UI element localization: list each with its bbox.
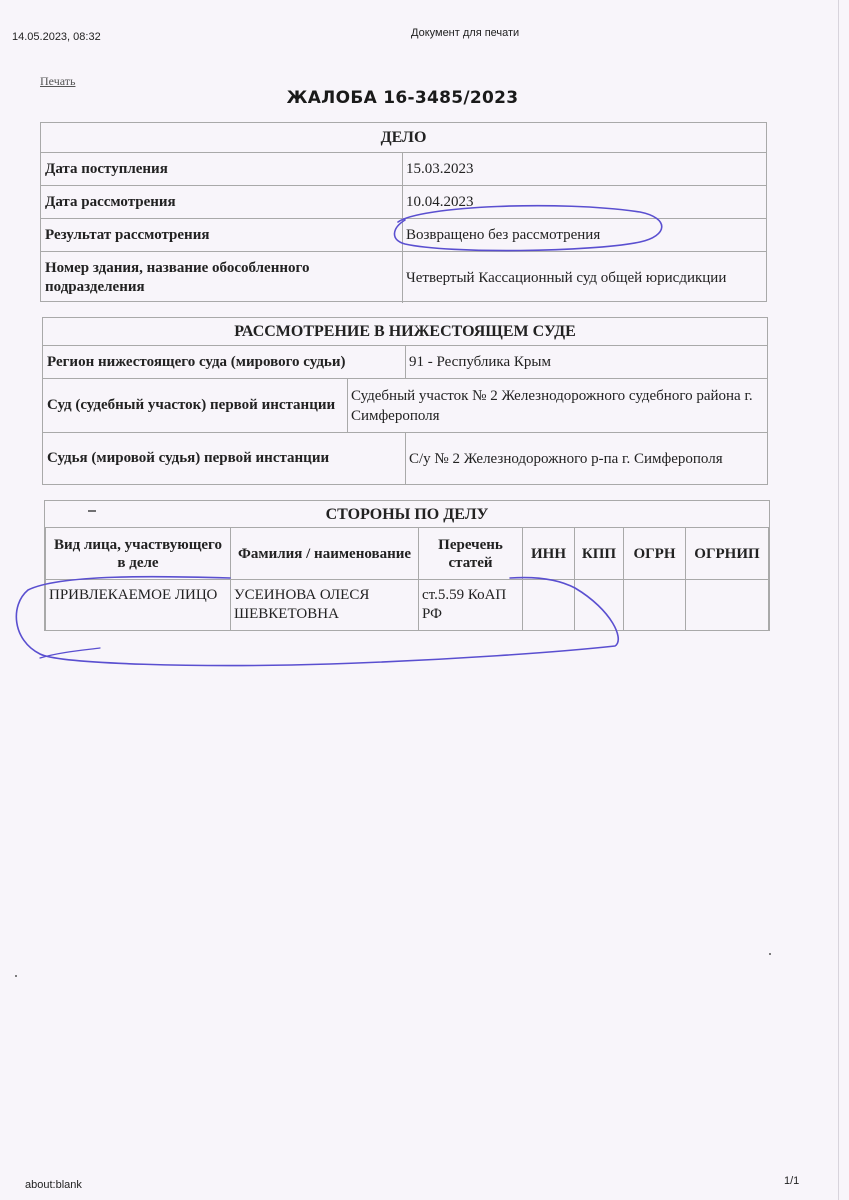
col-header-ogrnip: ОГРНИП xyxy=(686,528,769,580)
party-inn-cell xyxy=(523,580,575,631)
case-value: Четвертый Кассационный суд общей юрисдикции xyxy=(406,269,727,286)
table-row xyxy=(46,580,769,631)
case-value: 10.04.2023 xyxy=(406,194,474,210)
party-name-cell: УСЕИНОВА ОЛЕСЯ ШЕВКЕТОВНА xyxy=(231,580,419,631)
scan-dot xyxy=(769,953,771,955)
col-header-kpp: КПП xyxy=(575,528,624,580)
party-ogrnip-cell xyxy=(686,580,769,631)
case-row xyxy=(41,219,766,252)
scan-dot xyxy=(15,975,17,977)
case-label: Номер здания, название обособленного подразделения xyxy=(41,252,403,303)
print-link[interactable]: Печать xyxy=(40,74,76,88)
col-header-party-type: Вид лица, участвующего в деле xyxy=(46,528,231,580)
ink-stroke-party-tail xyxy=(40,648,100,658)
case-value: 15.03.2023 xyxy=(406,161,474,177)
page-title: ЖАЛОБА 16-3485/2023 xyxy=(286,88,519,108)
print-doc-title: Документ для печати xyxy=(411,27,520,39)
lower-court-section xyxy=(42,317,768,485)
col-header-articles: Перечень статей xyxy=(419,528,523,580)
page-edge xyxy=(838,0,839,1200)
lower-court-caption: РАССМОТРЕНИЕ В НИЖЕСТОЯЩЕМ СУДЕ xyxy=(43,318,767,346)
lower-court-row xyxy=(43,433,767,484)
lower-court-label: Судья (мировой судья) первой инстанции xyxy=(43,433,406,484)
lower-court-row xyxy=(43,379,767,433)
case-section xyxy=(40,122,767,302)
case-label: Результат рассмотрения xyxy=(41,219,403,251)
case-value: Возвращено без рассмотрения xyxy=(406,227,601,243)
case-row xyxy=(41,252,766,303)
party-ogrn-cell xyxy=(624,580,686,631)
case-label: Дата рассмотрения xyxy=(41,186,403,218)
parties-header-row xyxy=(46,528,769,580)
party-articles-cell: ст.5.59 КоАП РФ xyxy=(419,580,523,631)
party-kpp-cell xyxy=(575,580,624,631)
print-datetime: 14.05.2023, 08:32 xyxy=(12,31,101,43)
case-label: Дата поступления xyxy=(41,153,403,185)
col-header-ogrn: ОГРН xyxy=(624,528,686,580)
party-type-cell: ПРИВЛЕКАЕМОЕ ЛИЦО xyxy=(46,580,231,631)
lower-court-label: Суд (судебный участок) первой инстанции xyxy=(43,379,348,432)
parties-table xyxy=(45,527,769,631)
footer-page-number: 1/1 xyxy=(784,1175,800,1187)
case-row xyxy=(41,153,766,186)
parties-caption: СТОРОНЫ ПО ДЕЛУ xyxy=(325,506,489,523)
lower-court-row xyxy=(43,346,767,379)
col-header-inn: ИНН xyxy=(523,528,575,580)
lower-court-value: С/у № 2 Железнодорожного р-па г. Симферополя xyxy=(409,450,723,467)
col-header-name: Фамилия / наименование xyxy=(231,528,419,580)
lower-court-value: Судебный участок № 2 Железнодорожного судебного района г. Симферополя xyxy=(350,387,753,424)
lower-court-label: Регион нижестоящего суда (мирового судьи) xyxy=(43,346,406,378)
case-row xyxy=(41,186,766,219)
lower-court-value: 91 - Республика Крым xyxy=(409,354,551,370)
case-caption: ДЕЛО xyxy=(41,123,766,153)
parties-section xyxy=(44,500,770,631)
footer-url: about:blank xyxy=(25,1179,82,1191)
